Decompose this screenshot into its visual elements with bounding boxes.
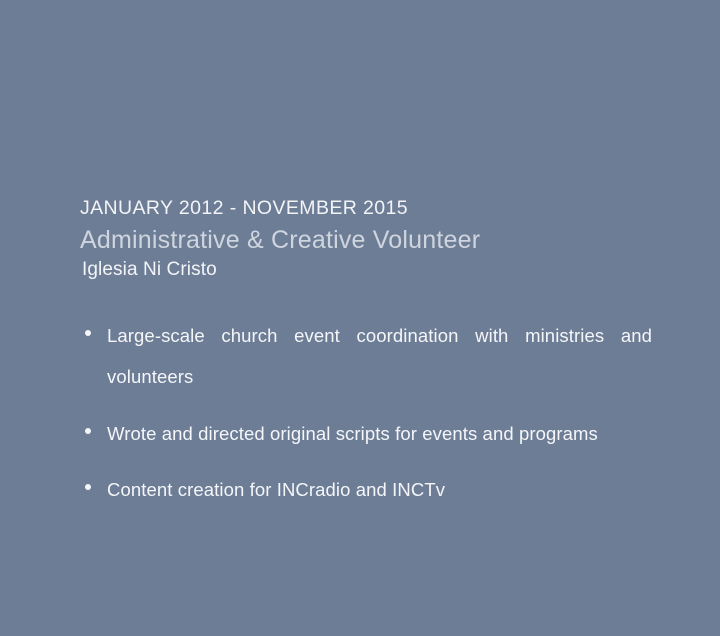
list-item xyxy=(80,470,652,511)
experience-entry xyxy=(80,196,652,511)
list-item xyxy=(80,414,652,455)
bullet-dot-icon xyxy=(85,428,91,434)
role-title: Administrative & Creative Volunteer xyxy=(80,226,481,255)
list-item-text: Content creation for INCradio and INCTv xyxy=(107,479,446,501)
list-item xyxy=(80,316,652,397)
responsibility-list xyxy=(80,316,652,511)
bullet-dot-icon xyxy=(85,330,91,336)
organization-name: Iglesia Ni Cristo xyxy=(82,259,217,281)
employment-date-range: JANUARY 2012 - NOVEMBER 2015 xyxy=(80,197,409,219)
list-item-text: Large-scale church event coordination with ministries and volunteers xyxy=(107,325,652,387)
bullet-dot-icon xyxy=(85,484,91,490)
list-item-text: Wrote and directed original scripts for events and programs xyxy=(107,422,598,444)
